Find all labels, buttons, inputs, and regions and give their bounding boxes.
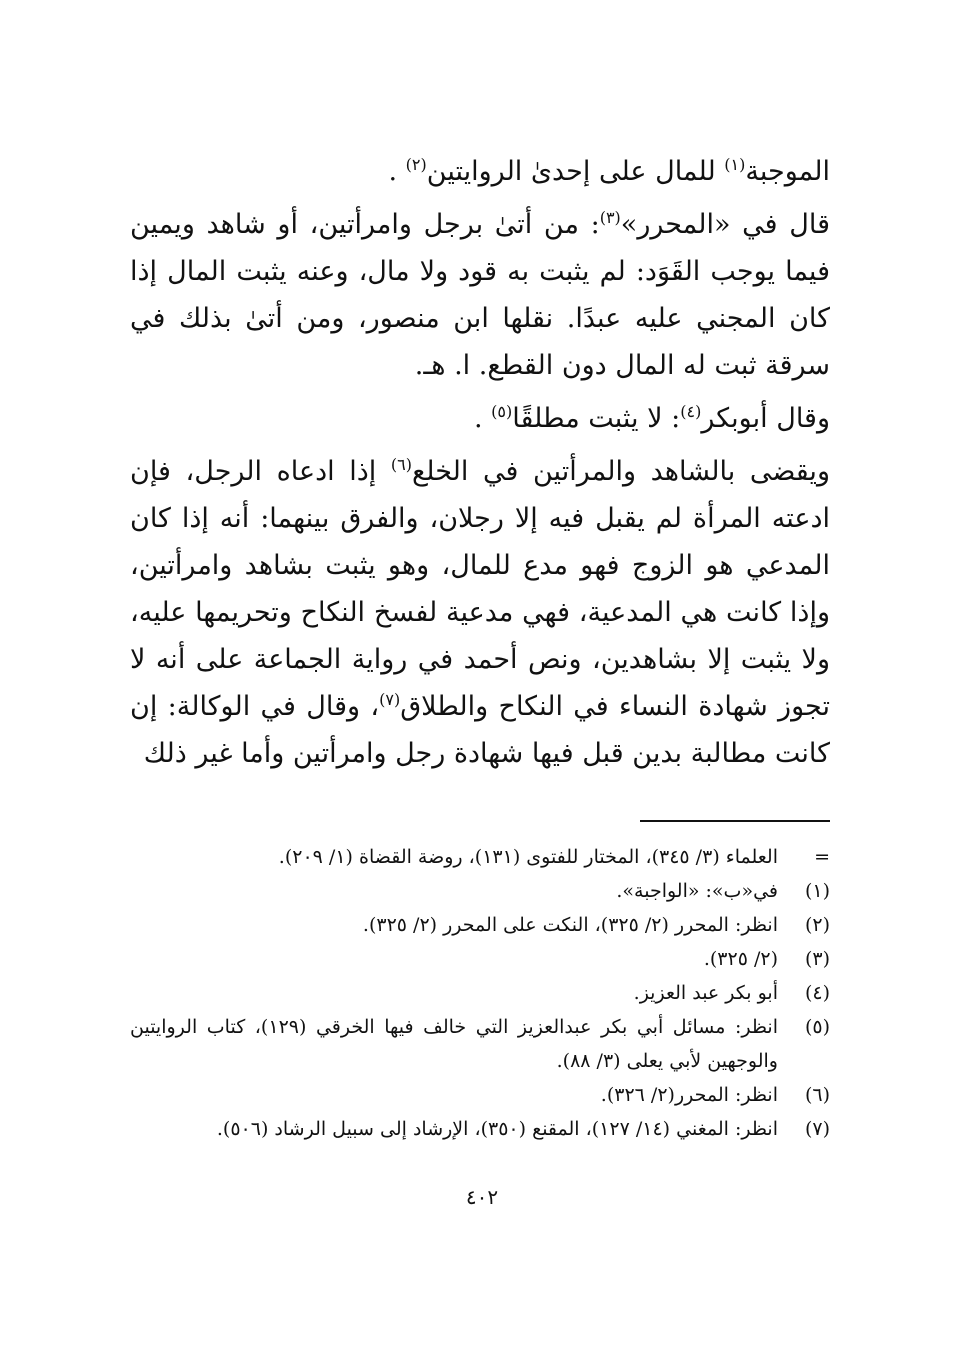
footnote-marker: (١) [724,155,746,174]
footnote-text: في«ب»: «الواجبة». [616,880,778,902]
footnote [130,942,830,976]
footnote-text: (٢/ ٣٢٥). [703,948,778,970]
text-segment: ، وقال في الوكالة: إن كانت مطالبة بدين قبل فيها شهادة رجل وامرأتين وأما غير ذلك [130,691,830,769]
footnote-text: انظر: مسائل أبي بكر عبدالعزيز التي خالف فيها الخرقي (١٢٩)، كتاب الروايتين والوجهين لأبي يعلى (٣/ ٨٨). [130,1016,779,1072]
footnote-marker: (٤) [680,402,702,421]
footnote-text: انظر: المغني (١٤/ ١٢٧)، المقنع (٣٥٠)، الإرشاد إلى سبيل الرشاد (٥٠٦). [216,1118,778,1140]
footnote [130,908,830,942]
footnote [130,976,830,1010]
footnote-marker: (٥) [491,402,513,421]
text-segment: وقال أبوبكر [701,403,830,434]
footnote [130,1010,830,1078]
paragraph [130,201,830,389]
text-segment: قال في «المحرر» [620,209,830,240]
footnote [130,874,830,908]
text-segment: إذا ادعاه الرجل، فإن ادعته المرأة لم يقبل فيه إلا رجلان، والفرق بينهما: أنه إذا كان المدعي هو الزوج فهو مدع للمال، وهو يثبت بشاهد وامرأتين، وإذا كانت هي المدعية، فهي مدعية لفسخ النكاح وتحريمها عليه، ولا يثبت إلا بشاهدين، ونص أحمد في رواية الجماعة على أنه لا تجوز شهادة النساء في النكاح والطلاق [130,456,830,722]
footnote-number: (٦) [804,1084,830,1106]
footnote [130,840,830,874]
text-segment: الموجبة [745,156,830,187]
paragraph [130,448,830,777]
footnote-number: (١) [804,880,830,902]
footnote-text: انظر: المحرر(٢/ ٣٢٦). [600,1084,778,1106]
footnote-number: (٧) [804,1118,830,1140]
footnote-marker: (٢) [405,155,427,174]
footnote-separator [640,820,830,822]
footnote-text: العلماء (٣/ ٣٤٥)، المختار للفتوى (١٣١)، روضة القضاة (١/ ٢٠٩). [278,846,778,868]
text-segment: : من أتىٰ برجل وامرأتين، أو شاهد ويمين فيما يوجب القَوَد: لم يثبت به قود ولا مال، وعنه يثبت المال إذا كان المجني عليه عبدًا. نقلها ابن منصور، ومن أتىٰ بذلك في سرقة ثبت له المال دون القطع. ا. هـ. [130,209,830,381]
text-segment: للمال على إحدىٰ الروايتين [426,156,725,187]
text-segment: . [388,156,406,187]
footnote-number: = [814,846,830,868]
paragraph [130,395,830,442]
text-segment: ويقضى بالشاهد والمرأتين في الخلع [411,456,830,487]
footnote-number: (٣) [804,948,830,970]
footnote-number: (٥) [804,1016,830,1038]
footnote [130,1078,830,1112]
main-text [130,148,830,783]
footnote-marker: (٦) [390,455,412,474]
footnote-marker: (٣) [599,208,621,227]
footnote-text: أبو بكر عبد العزيز. [633,982,778,1004]
footnote-marker: (٧) [379,690,401,709]
text-segment: : لا يثبت مطلقًا [512,403,681,434]
footnote-number: (٢) [804,914,830,936]
paragraph [130,148,830,195]
footnote-number: (٤) [804,982,830,1004]
text-segment: . [473,403,492,434]
footnote [130,1112,830,1146]
footnotes [130,840,830,1146]
footnote-text: انظر: المحرر (٢/ ٣٢٥)، النكت على المحرر (٢/ ٣٢٥). [362,914,778,936]
page-number: ٤٠٢ [465,1185,499,1209]
